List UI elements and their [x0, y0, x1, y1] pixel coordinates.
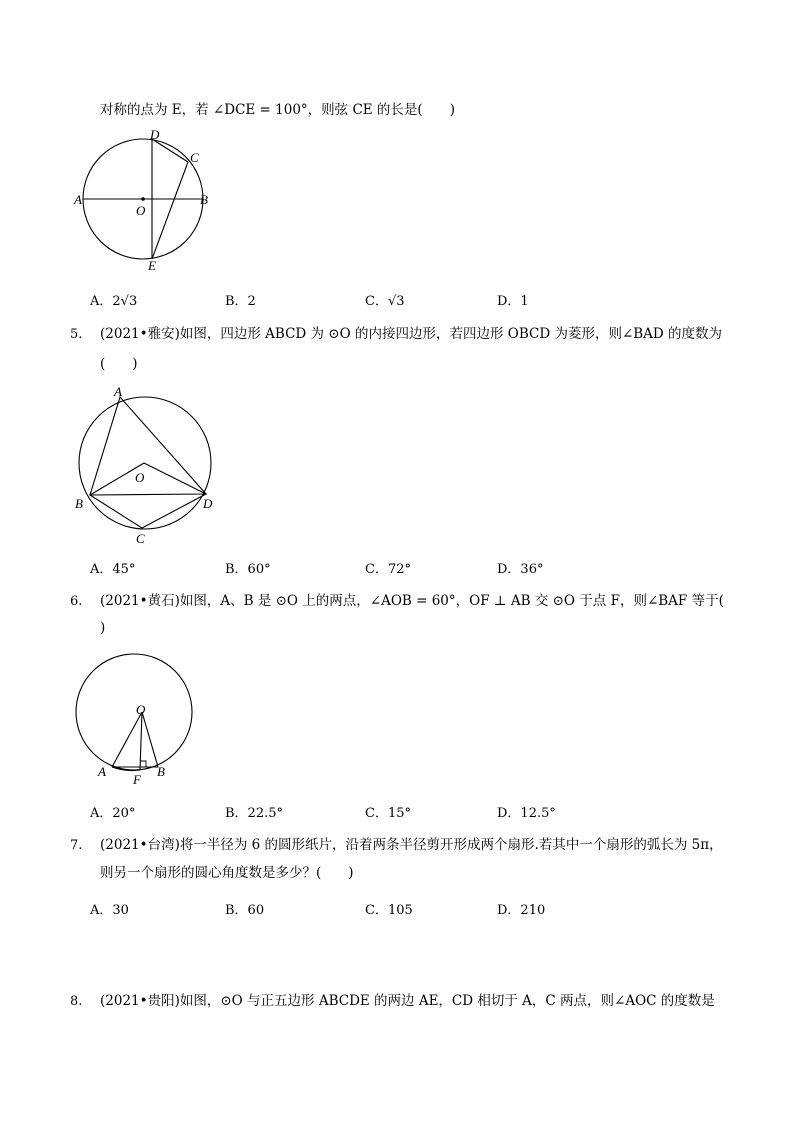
q5-label-o: O	[135, 470, 145, 485]
q8-stem: (2021•贵阳)如图，⊙O 与正五边形 ABCDE 的两边 AE，CD 相切于 A，C 两点，则∠AOC 的度数是	[100, 993, 715, 1009]
q4-stem-continued: 对称的点为 E，若 ∠DCE = 100°，则弦 CE 的长是( )	[100, 102, 455, 118]
q6-stem-end: )	[100, 620, 106, 636]
q4-label-d: D	[150, 127, 160, 142]
q4-option-c: C．√3	[365, 294, 405, 309]
q7-stem-end: 则另一个扇形的圆心角度数是多少？( )	[100, 865, 354, 881]
q4-label-b: B	[200, 192, 208, 207]
q5-stem-end: ( )	[100, 356, 138, 372]
q6-stem: (2021•黄石)如图，A、B 是 ⊙O 上的两点，∠AOB = 60°，OF ⊥ AB 交 ⊙O 于点 F，则∠BAF 等于(	[100, 593, 724, 609]
q6-label-o: O	[136, 702, 146, 717]
q4-option-d: D．1	[497, 294, 529, 309]
q6-label-b: B	[157, 764, 165, 779]
q5-stem: (2021•雅安)如图，四边形 ABCD 为 ⊙O 的内接四边形，若四边形 OBCD 为菱形，则∠BAD 的度数为	[100, 326, 723, 342]
q6-option-a: A．20°	[90, 806, 136, 821]
q5-option-b: B．60°	[225, 562, 271, 577]
q7-option-d: D．210	[497, 903, 546, 918]
q5-option-d: D．36°	[497, 562, 544, 577]
q4-option-b: B．2	[225, 294, 256, 309]
q4-figure	[70, 127, 220, 277]
q4-label-a: A	[74, 192, 82, 207]
q7-number: 7.	[70, 838, 83, 853]
q6-option-d: D．12.5°	[497, 806, 556, 821]
q7-option-a: A．30	[90, 903, 129, 918]
q5-label-b: B	[75, 496, 83, 511]
q5-label-a: A	[114, 384, 122, 399]
q5-number: 5.	[70, 327, 83, 342]
q6-label-f: F	[133, 772, 141, 787]
q6-figure	[70, 650, 210, 790]
q4-label-e: E	[148, 258, 156, 273]
q5-option-a: A．45°	[90, 562, 136, 577]
q5-option-c: C．72°	[365, 562, 411, 577]
q7-stem: (2021•台湾)将一半径为 6 的圆形纸片，沿着两条半径剪开形成两个扇形.若其中一个扇形的弧长为 5π，	[100, 837, 723, 853]
q4-label-c: C	[190, 150, 199, 165]
q6-option-c: C．15°	[365, 806, 411, 821]
q6-option-b: B．22.5°	[225, 806, 283, 821]
q6-number: 6.	[70, 594, 83, 609]
q4-option-a: A．2√3	[90, 294, 138, 309]
q5-label-c: C	[136, 531, 145, 545]
q8-number: 8.	[70, 994, 83, 1009]
q5-figure	[70, 380, 220, 545]
q5-label-d: D	[203, 496, 213, 511]
q4-label-o: O	[136, 203, 146, 218]
q7-option-b: B．60	[225, 903, 265, 918]
q7-option-c: C．105	[365, 903, 413, 918]
q6-label-a: A	[98, 764, 106, 779]
